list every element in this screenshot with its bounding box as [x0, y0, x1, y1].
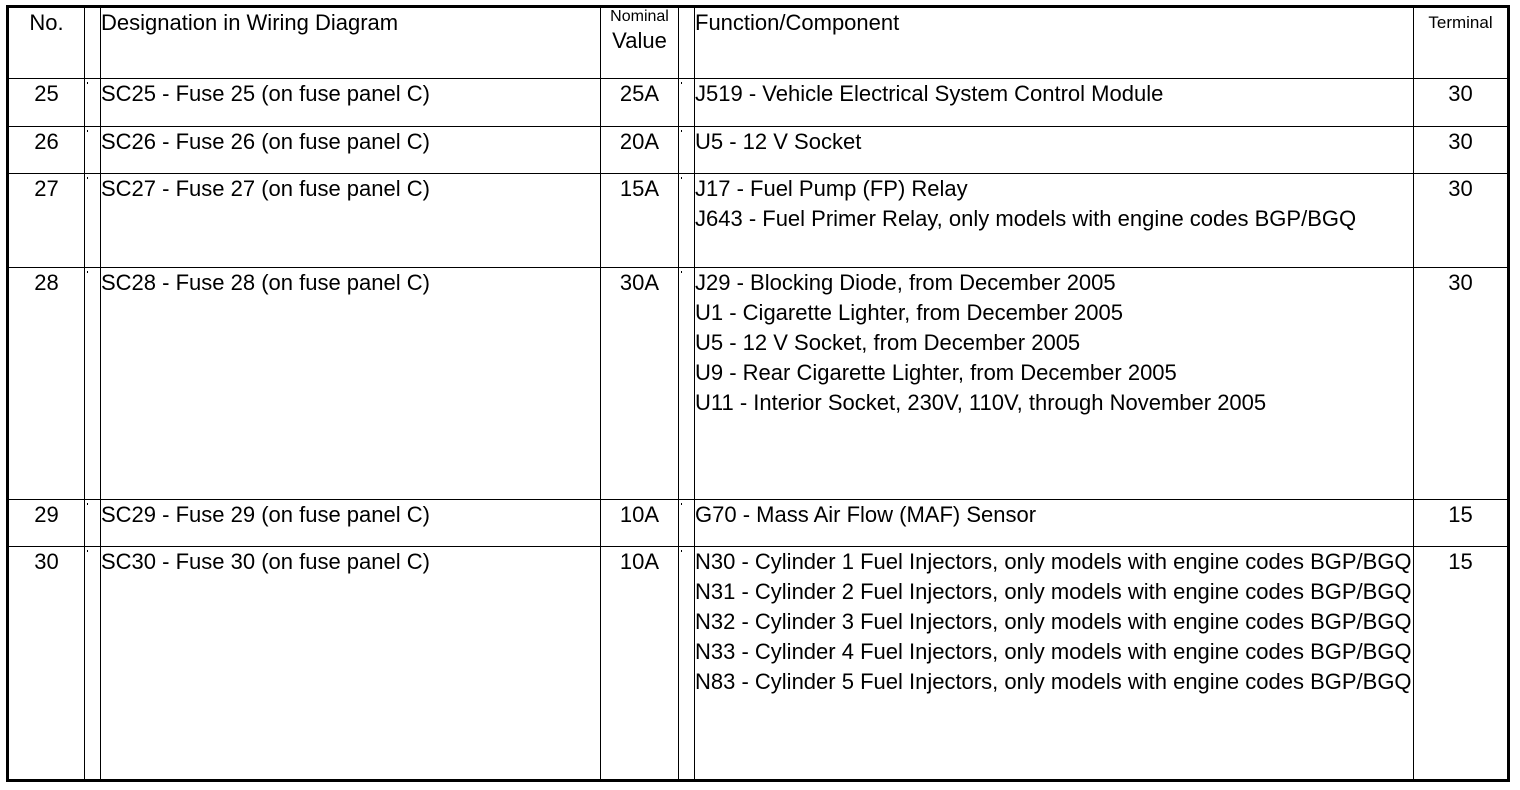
table-row: [8, 267, 1509, 499]
spacer-cell: [679, 7, 695, 79]
terminal-number: 30: [1414, 267, 1509, 499]
header-terminal: Terminal: [1414, 7, 1509, 79]
terminal-number: 15: [1414, 547, 1509, 781]
table-row: [8, 499, 1509, 547]
header-nominal-value-top: Nominal: [610, 8, 669, 25]
spacer-cell: [679, 174, 695, 268]
corner-tick-mark: [87, 550, 88, 552]
header-nominal-value: [601, 7, 679, 79]
function-component-entry: N33 - Cylinder 4 Fuel Injectors, only models with engine codes BGP/BGQ: [695, 639, 1412, 665]
corner-tick-mark: [87, 177, 88, 179]
spacer-cell: [679, 499, 695, 547]
terminal-number: 30: [1414, 126, 1509, 174]
corner-tick-mark: [87, 82, 88, 84]
fuse-designation: SC29 - Fuse 29 (on fuse panel C): [101, 499, 601, 547]
function-component-entry: J519 - Vehicle Electrical System Control Module: [695, 81, 1164, 106]
nominal-value: 25A: [601, 79, 679, 127]
fuse-designation: SC30 - Fuse 30 (on fuse panel C): [101, 547, 601, 781]
function-component-entry: U5 - 12 V Socket, from December 2005: [695, 329, 1081, 355]
spacer-cell: [85, 174, 101, 268]
function-component-entry: U1 - Cigarette Lighter, from December 2005: [695, 299, 1123, 325]
fuse-designation: SC26 - Fuse 26 (on fuse panel C): [101, 126, 601, 174]
corner-tick-mark: [681, 177, 682, 179]
function-component-cell: [695, 126, 1414, 174]
function-component-entry: N83 - Cylinder 5 Fuel Injectors, only models with engine codes BGP/BGQ: [695, 669, 1412, 695]
function-component-entry: G70 - Mass Air Flow (MAF) Sensor: [695, 501, 1037, 527]
spacer-cell: [85, 267, 101, 499]
nominal-value: 10A: [601, 547, 679, 781]
header-nominal-value-bottom: Value: [612, 28, 667, 53]
spacer-cell: [85, 79, 101, 127]
corner-tick-mark: [681, 130, 682, 132]
corner-tick-mark: [87, 271, 88, 273]
fuse-designation: SC27 - Fuse 27 (on fuse panel C): [101, 174, 601, 268]
function-component-entry: J643 - Fuel Primer Relay, only models with engine codes BGP/BGQ: [695, 206, 1357, 232]
spacer-cell: [679, 79, 695, 127]
function-component-entry: N31 - Cylinder 2 Fuel Injectors, only models with engine codes BGP/BGQ: [695, 579, 1412, 605]
function-component-entry: U11 - Interior Socket, 230V, 110V, through November 2005: [695, 389, 1267, 415]
function-component-entry: J17 - Fuel Pump (FP) Relay: [695, 176, 968, 202]
table-row: [8, 126, 1509, 174]
function-component-entry: U9 - Rear Cigarette Lighter, from December 2005: [695, 359, 1177, 385]
header-function: Function/Component: [695, 7, 1414, 79]
table-row: [8, 174, 1509, 268]
spacer-cell: [85, 547, 101, 781]
spacer-cell: [85, 499, 101, 547]
terminal-number: 15: [1414, 499, 1509, 547]
spacer-cell: [85, 126, 101, 174]
corner-tick-mark: [681, 503, 682, 505]
spacer-cell: [85, 7, 101, 79]
function-component-cell: [695, 267, 1414, 499]
header-designation: Designation in Wiring Diagram: [101, 7, 601, 79]
terminal-number: 30: [1414, 174, 1509, 268]
spacer-cell: [679, 126, 695, 174]
function-component-cell: [695, 499, 1414, 547]
corner-tick-mark: [681, 271, 682, 273]
fuse-designation: SC28 - Fuse 28 (on fuse panel C): [101, 267, 601, 499]
fuse-number: 25: [8, 79, 85, 127]
table-body: [8, 79, 1509, 781]
table-row: [8, 79, 1509, 127]
corner-tick-mark: [87, 503, 88, 505]
nominal-value: 30A: [601, 267, 679, 499]
table-row: [8, 547, 1509, 781]
function-component-cell: [695, 547, 1414, 781]
fuse-number: 30: [8, 547, 85, 781]
fuse-assignment-table: [6, 5, 1510, 782]
spacer-cell: [679, 547, 695, 781]
fuse-designation: SC25 - Fuse 25 (on fuse panel C): [101, 79, 601, 127]
corner-tick-mark: [681, 82, 682, 84]
table-header-row: [8, 7, 1509, 79]
function-component-entry: J29 - Blocking Diode, from December 2005: [695, 269, 1116, 295]
nominal-value: 15A: [601, 174, 679, 268]
fuse-number: 29: [8, 499, 85, 547]
header-no: No.: [8, 7, 85, 79]
nominal-value: 10A: [601, 499, 679, 547]
spacer-cell: [679, 267, 695, 499]
corner-tick-mark: [681, 550, 682, 552]
function-component-entry: N30 - Cylinder 1 Fuel Injectors, only models with engine codes BGP/BGQ: [695, 549, 1412, 575]
fuse-number: 27: [8, 174, 85, 268]
nominal-value: 20A: [601, 126, 679, 174]
function-component-entry: U5 - 12 V Socket: [695, 128, 862, 154]
terminal-number: 30: [1414, 79, 1509, 127]
fuse-number: 28: [8, 267, 85, 499]
corner-tick-mark: [87, 130, 88, 132]
function-component-cell: [695, 174, 1414, 268]
function-component-entry: N32 - Cylinder 3 Fuel Injectors, only models with engine codes BGP/BGQ: [695, 609, 1412, 635]
fuse-number: 26: [8, 126, 85, 174]
function-component-cell: [695, 79, 1414, 127]
